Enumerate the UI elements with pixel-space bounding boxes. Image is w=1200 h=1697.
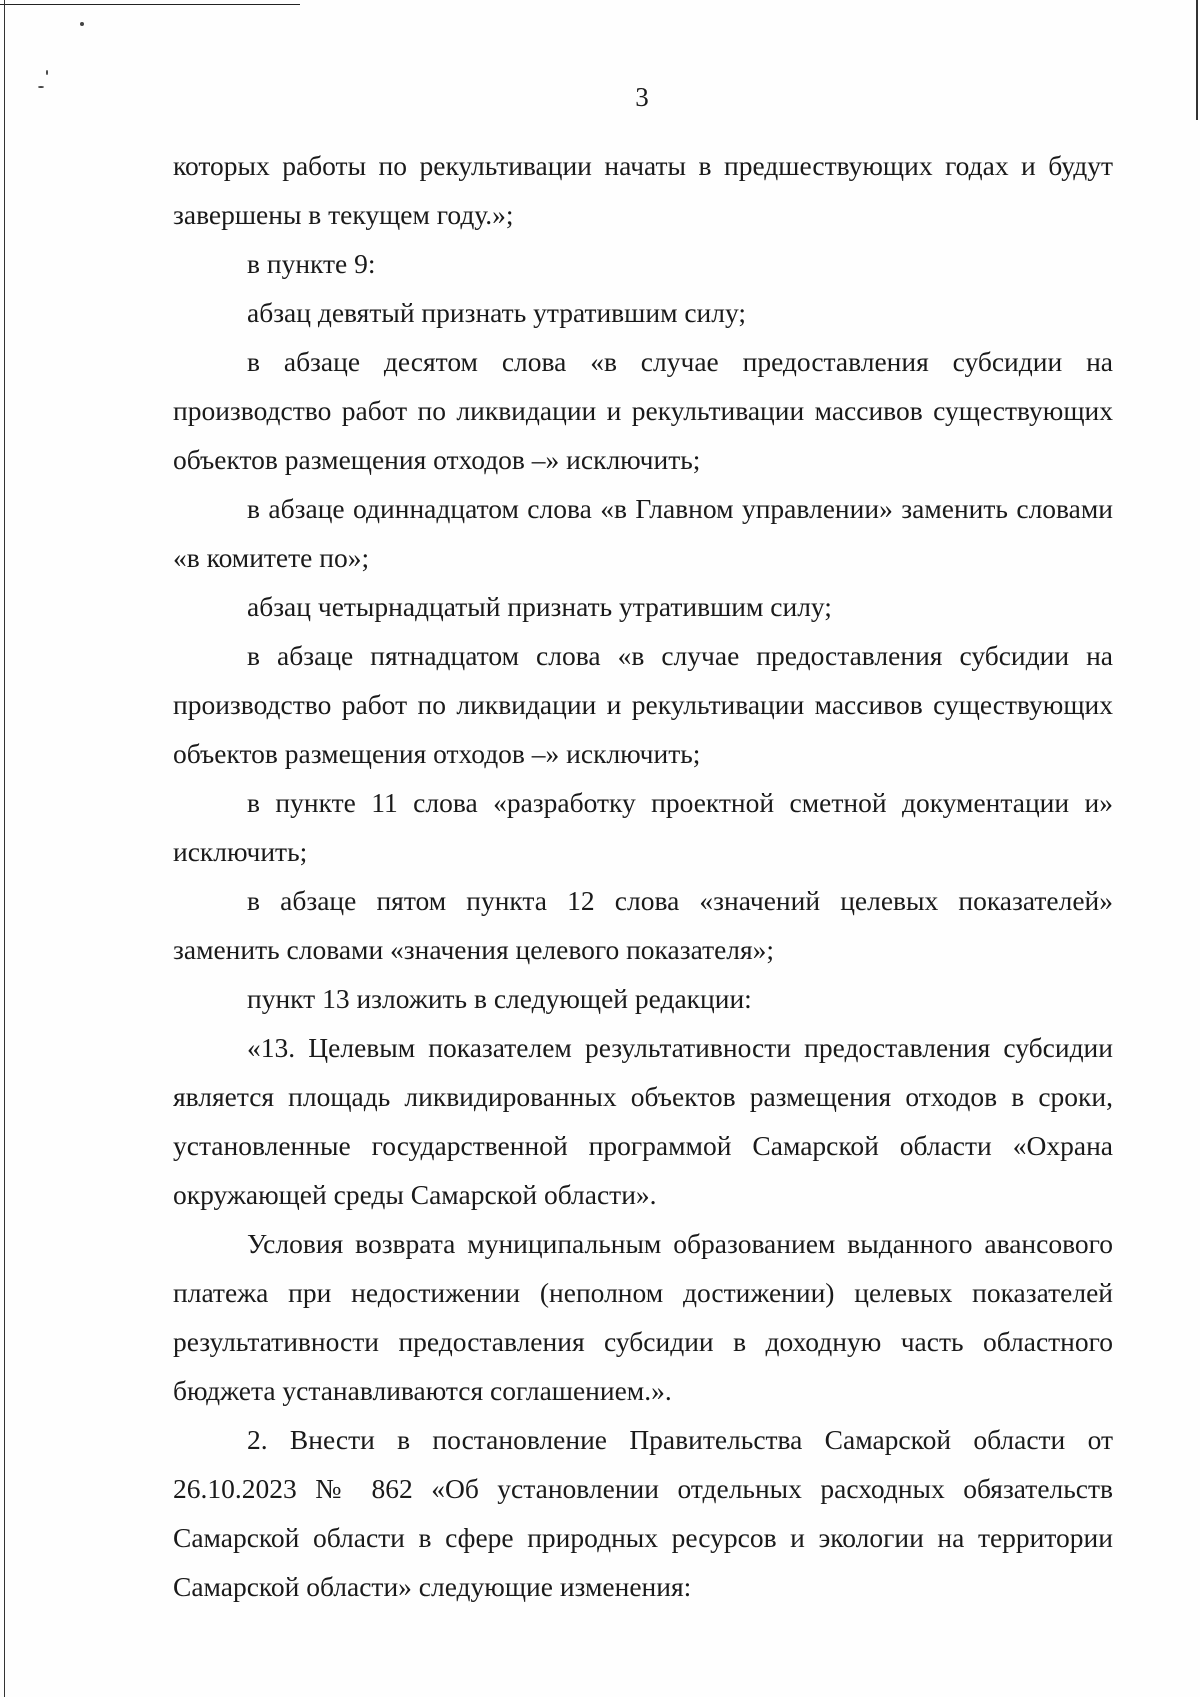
scan-speck [46,70,48,75]
paragraph: «13. Целевым показателем результативности предоставления субсидии является площадь ликвидированных объектов размещения отходов в сроки, установленные государственной программой Самарской области «Охрана окружающей среды Самарской области». [173,1032,1113,1210]
paragraph: 2. Внести в постановление Правительства Самарской области от 26.10.2023 № 862 «Об установлении отдельных расходных обязательств Самарской области в сфере природных ресурсов и экологии на территории Самарской области» следующие изменения: [173,1424,1113,1602]
scan-speck [80,22,84,26]
paragraph: абзац девятый признать утратившим силу; [247,297,747,328]
paragraph: в пункте 9: [247,248,376,279]
paragraph: в абзаце пятнадцатом слова «в случае предоставления субсидии на производство работ по ликвидации и рекультивации массивов существующих объектов размещения отходов –» исключить; [173,640,1113,769]
page-number: 3 [635,82,649,112]
document-body [173,141,1113,1611]
paragraph: в абзаце десятом слова «в случае предоставления субсидии на производство работ по ликвидации и рекультивации массивов существующих объектов размещения отходов –» исключить; [173,346,1113,475]
paragraph: абзац четырнадцатый признать утратившим силу; [247,591,832,622]
paragraph: в абзаце пятом пункта 12 слова «значений целевых показателей» заменить словами «значения целевого показателя»; [173,885,1113,965]
paragraph: в пункте 11 слова «разработку проектной сметной документации и» исключить; [173,787,1113,867]
scan-left-edge [4,0,5,1697]
paragraph: которых работы по рекультивации начаты в предшествующих годах и будут завершены в текущем году.»; [173,150,1113,230]
scan-top-edge [0,4,300,5]
paragraph: Условия возврата муниципальным образованием выданного авансового платежа при недостижении (неполном достижении) целевых показателей результативности предоставления субсидии в доходную часть областного бюджета устанавливаются соглашением.». [173,1228,1113,1406]
paragraph: пункт 13 изложить в следующей редакции: [247,983,752,1014]
paragraph: в абзаце одиннадцатом слова «в Главном управлении» заменить словами «в комитете по»; [173,493,1113,573]
